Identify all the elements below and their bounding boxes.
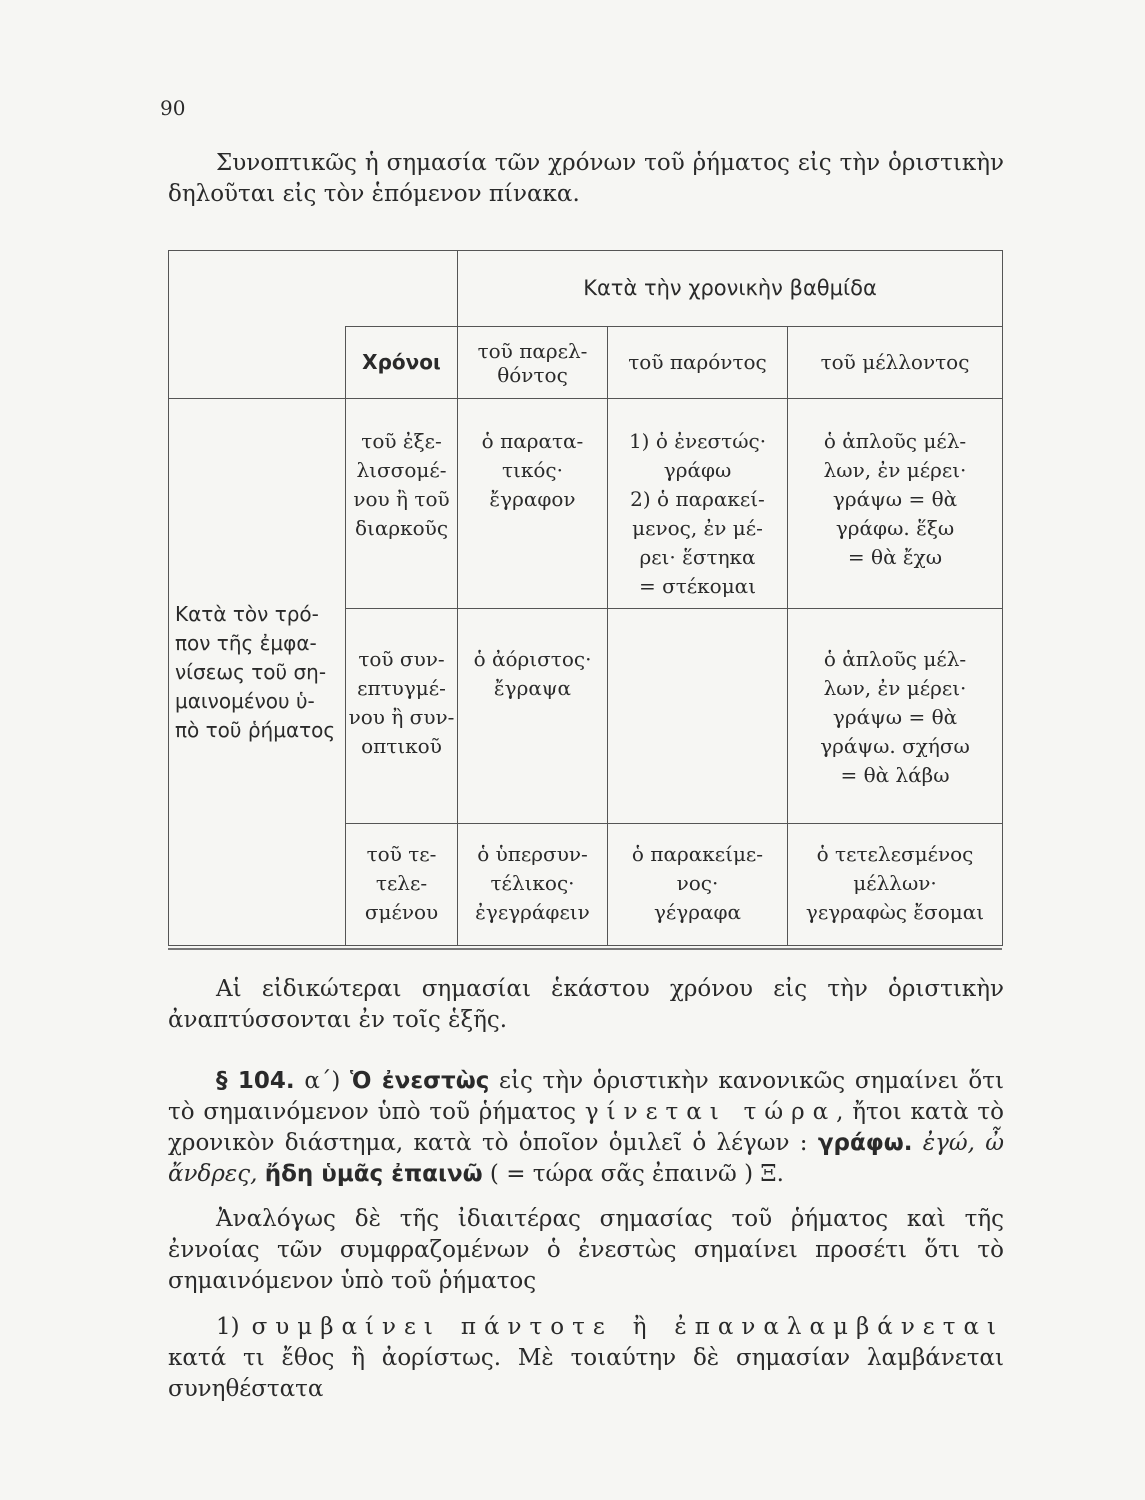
col-header-present: τοῦ παρόντος xyxy=(608,327,788,399)
example-grafo: γράφω. xyxy=(817,1130,913,1156)
text-2: , ἤτοι κατὰ τὸ χρονικὸν διάστημα, κατὰ τὸ ὁποῖον ὁμιλεῖ ὁ λέγων : xyxy=(168,1099,1004,1156)
row1-past: ὁ παρατα- τικός· ἔγραφον xyxy=(458,399,608,609)
spaced-phrase-2: συμβαίνει πάντοτε ἢ ἐπαναλαμβάνεται xyxy=(251,1314,1004,1340)
col-header-past: τοῦ παρελ- θόντος xyxy=(458,327,608,399)
tense-table xyxy=(168,250,1003,946)
row3-tense: τοῦ τε- τελε- σμένου xyxy=(346,824,458,946)
table-top-header: Κατὰ τὴν χρονικὴν βαθμίδα xyxy=(458,251,1003,327)
row1-present: 1) ὁ ἐνεστώς· γράφω 2) ὁ παρακεί- μενος, ἐν μέ- ρει· ἕστηκα = στέκομαι xyxy=(608,399,788,609)
table-bottom-rule xyxy=(168,948,1002,950)
row3-present: ὁ παρακείμε- νος· γέγραφα xyxy=(608,824,788,946)
col-header-tenses: Χρόνοι xyxy=(346,327,458,399)
row3-future: ὁ τετελεσμένος μέλλων· γεγραφὼς ἔσομαι xyxy=(788,824,1003,946)
row2-present xyxy=(608,609,788,824)
example-1: ἐγώ, ὦ ἄνδρες, xyxy=(168,1130,1004,1187)
row-group-label: Κατὰ τὸν τρό- πον τῆς ἐμφα- νίσεως τοῦ ση- μαινομένου ὑ- πὸ τοῦ ῥήματος xyxy=(169,399,346,946)
paragraph-4-rest: κατά τι ἔθος ἢ ἀορίστως. Μὲ τοιαύτην δὲ σημασίαν λαμβάνεται συνηθέστατα xyxy=(168,1345,1004,1402)
term-enestos: Ὁ ἐνεστὼς xyxy=(350,1068,490,1094)
paragraph-104 xyxy=(168,1066,1004,1190)
row2-tense: τοῦ συν- επτυγμέ- νου ἢ συν- οπτικοῦ xyxy=(346,609,458,824)
row1-future: ὁ ἁπλοῦς μέλ- λων, ἐν μέρει· γράψω = θὰ γράφω. ἕξω = θὰ ἔχω xyxy=(788,399,1003,609)
example-2: ἤδη ὑμᾶς ἐπαινῶ xyxy=(264,1161,483,1187)
row2-past: ὁ ἀόριστος· ἔγραψα xyxy=(458,609,608,824)
row3-past: ὁ ὑπερσυν- τέλικος· ἐγεγράφειν xyxy=(458,824,608,946)
table-empty-header xyxy=(169,327,346,399)
page-number: 90 xyxy=(160,96,186,120)
text-1: εἰς τὴν ὁριστικὴν κανονικῶς σημαίνει ὅτι τὸ σημαινόμενον ὑπὸ τοῦ ῥήματος xyxy=(168,1068,1004,1125)
col-header-future: τοῦ μέλλοντος xyxy=(788,327,1003,399)
intro-paragraph: Συνοπτικῶς ἡ σημασία τῶν χρόνων τοῦ ῥήματος εἰς τὴν ὁριστικὴν δηλοῦται εἰς τὸν ἑπόμενον πίνακα. xyxy=(168,150,1004,207)
section-number: § 104. xyxy=(216,1068,295,1094)
table-corner-cell xyxy=(169,251,458,327)
paragraph-3: Ἀναλόγως δὲ τῆς ἰδιαιτέρας σημασίας τοῦ ῥήματος καὶ τῆς ἐννοίας τῶν συμφραζομένων ὁ ἐνεστὼς σημαίνει προσέτι ὅτι τὸ σημαινόμενον ὑπὸ τοῦ ῥήματος xyxy=(168,1206,1004,1294)
paragraph-4 xyxy=(168,1312,1004,1405)
paragraph-1: Αἱ εἰδικώτεραι σημασίαι ἑκάστου χρόνου εἰς τὴν ὁριστικὴν ἀναπτύσσονται ἐν τοῖς ἑξῆς. xyxy=(168,976,1004,1033)
row1-tense: τοῦ ἐξε- λισσομέ- νου ἢ τοῦ διαρκοῦς xyxy=(346,399,458,609)
text-3: ( = τώρα σᾶς ἐπαινῶ ) Ξ. xyxy=(482,1161,784,1187)
row2-future: ὁ ἁπλοῦς μέλ- λων, ἐν μέρει· γράψω = θὰ γράψω. σχήσω = θὰ λάβω xyxy=(788,609,1003,824)
spaced-phrase: γίνεται τώρα xyxy=(584,1099,837,1125)
item-number: 1) xyxy=(216,1314,252,1340)
item-a: α΄) xyxy=(304,1068,351,1094)
